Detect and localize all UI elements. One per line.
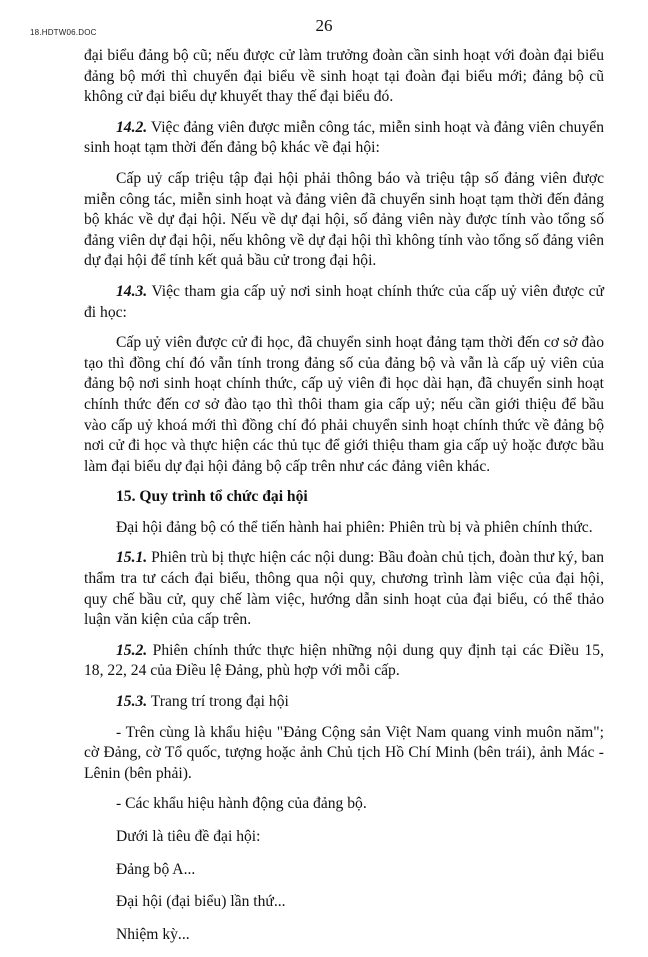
paragraph-14-2-body: Cấp uỷ cấp triệu tập đại hội phải thông báo và triệu tập số đảng viên được miễn công tác, miễn sinh hoạt và đảng viên đã chuyển sinh hoạt tạm thời đến đảng bộ khác về dự đại hội. Nếu về dự đại hội, số đảng viên này được tính vào tổng số đảng viên dự đại hội, nếu không về dự đại hội thì không tính vào tổng số đảng viên dự đại hội để tính kết quả bầu cử trong đại hội. bbox=[84, 169, 604, 270]
section-number: 15.3. bbox=[116, 693, 148, 711]
section-number: 14.2. bbox=[116, 118, 148, 136]
page-number: 26 bbox=[315, 16, 333, 35]
paragraph-15-intro: Đại hội đảng bộ có thể tiến hành hai phiên: Phiên trù bị và phiên chính thức. bbox=[116, 518, 593, 536]
section-14-2 bbox=[84, 118, 604, 159]
congress-term: Nhiệm kỳ... bbox=[116, 925, 190, 943]
list-item-action-slogans: - Các khẩu hiệu hành động của đảng bộ. bbox=[116, 795, 367, 813]
section-15-2 bbox=[84, 641, 604, 682]
paragraph-title-intro: Dưới là tiêu đề đại hội: bbox=[116, 828, 261, 845]
section-15-3 bbox=[84, 692, 604, 713]
section-15-heading: 15. Quy trình tổ chức đại hội bbox=[116, 488, 308, 506]
section-title: Trang trí trong đại hội bbox=[147, 693, 289, 711]
section-14-3 bbox=[84, 282, 604, 323]
section-title: Việc đảng viên được miễn công tác, miễn sinh hoạt và đảng viên chuyển sinh hoạt tạm thời đến đảng bộ khác về đại hội: bbox=[84, 118, 604, 157]
section-text: Phiên trù bị thực hiện các nội dung: Bầu đoàn chủ tịch, đoàn thư ký, ban thẩm tra tư cách đại biểu, thông qua nội quy, chương trình làm việc của đại hội, quy chế bầu cử, quy chế làm việc, hướng dẫn sinh hoạt của đại biểu, có thể thảo luận văn kiện của cấp trên. bbox=[84, 549, 604, 629]
section-text: Phiên chính thức thực hiện những nội dung quy định tại các Điều 15, 18, 22, 24 của Điều lệ Đảng, phù hợp với mỗi cấp. bbox=[84, 641, 604, 680]
section-15-1 bbox=[84, 548, 604, 630]
section-title: Việc tham gia cấp uỷ nơi sinh hoạt chính thức của cấp uỷ viên được cử đi học: bbox=[84, 282, 604, 321]
congress-party-name: Đảng bộ A... bbox=[116, 860, 196, 878]
section-number: 15.2. bbox=[116, 641, 148, 659]
section-number: 14.3. bbox=[116, 282, 148, 300]
paragraph-14-3-body: Cấp uỷ viên được cử đi học, đã chuyển sinh hoạt đảng tạm thời đến cơ sở đào tạo thì đồng chí đó vẫn tính trong đảng số của đảng bộ và vẫn là cấp uỷ viên của đảng bộ nơi sinh hoạt chính thức, cấp uỷ viên đi học dài hạn, đã chuyển sinh hoạt chính thức đến cơ sở đào tạo thì thôi tham gia cấp uỷ; nếu cần giới thiệu để bầu vào cấp uỷ khoá mới thì đồng chí đó phải chuyển sinh hoạt chính thức về đảng bộ nơi cử đi học và thực hiện các thủ tục để giới thiệu tham gia cấp uỷ hoặc được bầu làm đại biểu dự đại hội đảng bộ cấp trên như các đảng viên khác. bbox=[84, 334, 604, 475]
list-item-slogan: - Trên cùng là khẩu hiệu "Đảng Cộng sản Việt Nam quang vinh muôn năm"; cờ Đảng, cờ Tổ quốc, tượng hoặc ảnh Chủ tịch Hồ Chí Minh (bên trái), ảnh Mác - Lênin (bên phải). bbox=[84, 723, 604, 782]
document-body bbox=[84, 46, 604, 957]
section-number: 15.1. bbox=[116, 549, 148, 567]
paragraph-continuation: đại biểu đảng bộ cũ; nếu được cử làm trưởng đoàn cần sinh hoạt với đoàn đại biểu đảng bộ mới thì chuyển đại biểu về sinh hoạt tại đoàn đại biểu mới; đảng bộ cũ không cử đại biểu dự khuyết thay thế đại biểu đó. bbox=[84, 47, 604, 106]
congress-session: Đại hội (đại biểu) lần thứ... bbox=[116, 893, 286, 911]
document-filename: 18.HDTW06.DOC bbox=[30, 28, 97, 37]
